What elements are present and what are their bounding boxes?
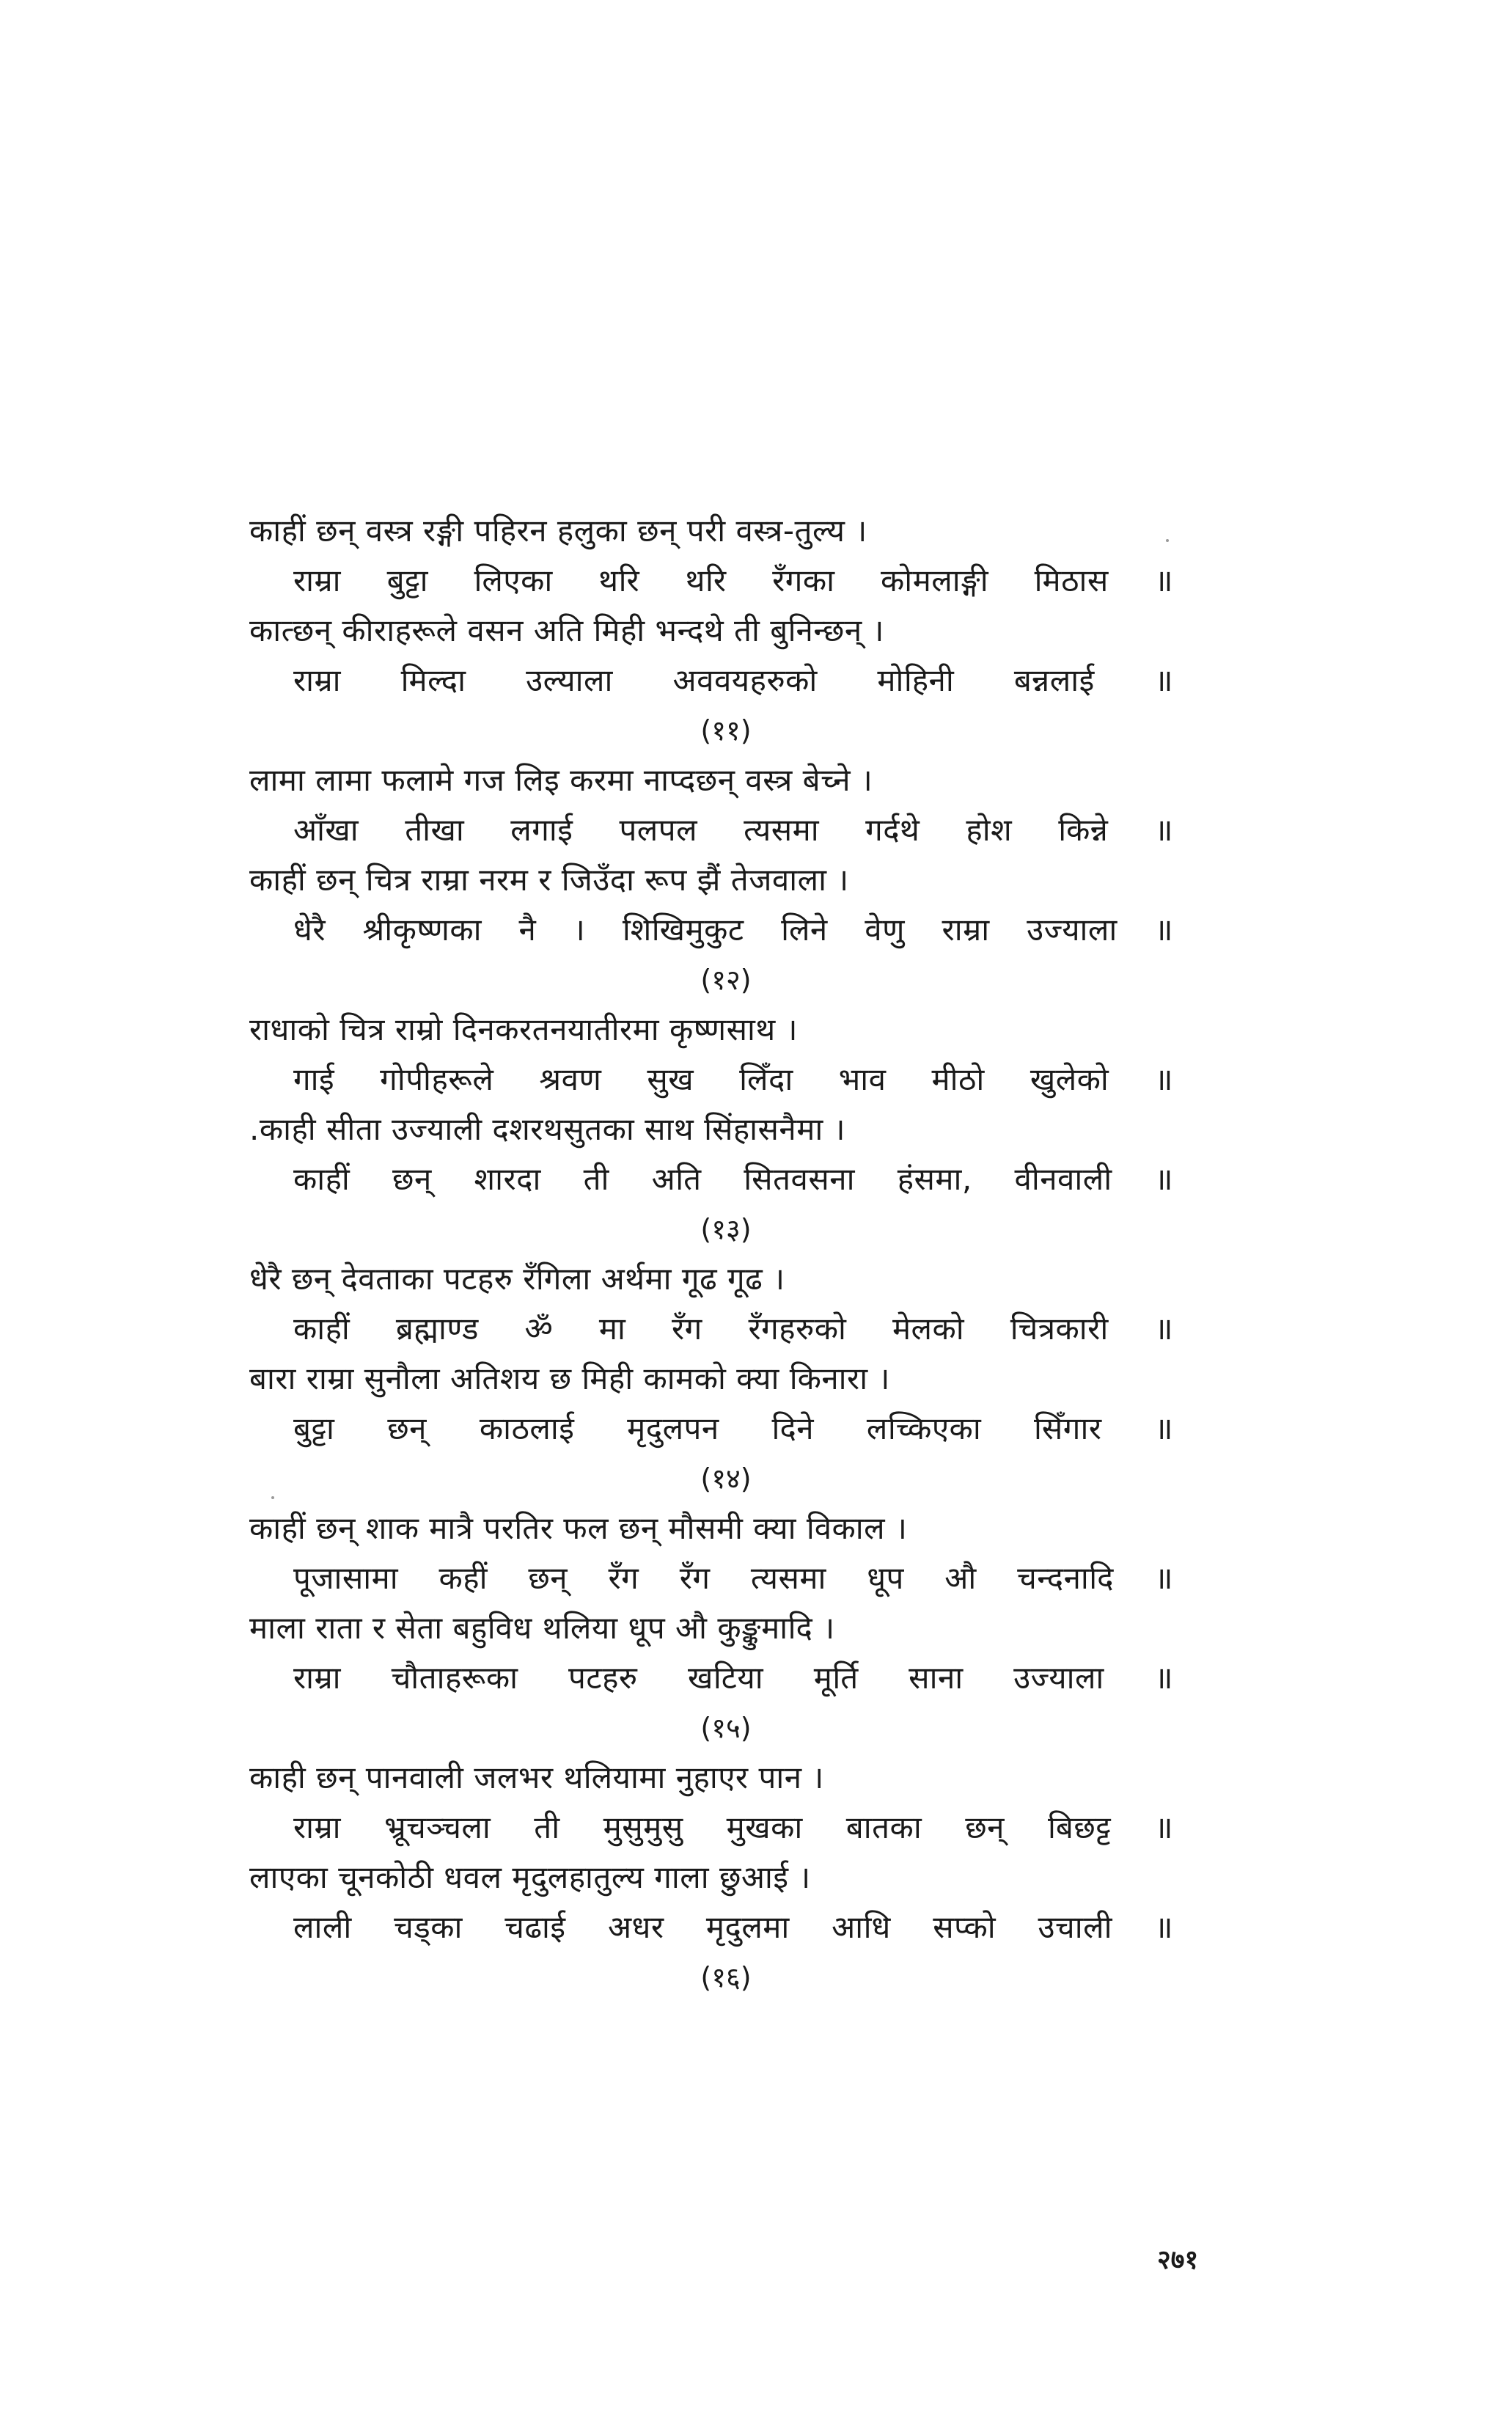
- verse-line: कात्छन् कीराहरूले वसन अति मिही भन्दथे ती बुनिन्छन् ।: [249, 612, 884, 648]
- verse-line: काहीं छन् चित्र राम्रा नरम र जिउँदा रूप झैं तेजवाला ।: [249, 862, 849, 898]
- stanza: [249, 1504, 1173, 1753]
- stanza-number: (११): [700, 714, 752, 747]
- verse-line: राम्रा बुट्टा लिएका थरि थरि रँगका कोमलाङ्गी मिठास ॥: [293, 563, 1173, 598]
- stanza: [249, 755, 1173, 1005]
- stanza-number: (१४): [700, 1462, 752, 1495]
- verse-line: माला राता र सेता बहुविध थलिया धूप औ कुङ्कुमादि ।: [249, 1610, 835, 1646]
- verse-line: आँखा तीखा लगाई पलपल त्यसमा गर्दथे होश किन्ने ॥: [293, 812, 1173, 848]
- stanza: [249, 1753, 1173, 2002]
- verse-line: काहीं छन् वस्त्र रङ्गी पहिरन हलुका छन् परी वस्त्र-तुल्य ।: [249, 513, 867, 549]
- page-number: २७१: [1157, 2245, 1199, 2275]
- verse-line: लाएका चूनकोठी धवल मृदुलहातुल्य गाला छुआई ।: [249, 1859, 811, 1895]
- stanza-number: (१५): [700, 1712, 752, 1744]
- verse-line: .काही सीता उज्याली दशरथसुतका साथ सिंहासनैमा ।: [249, 1111, 846, 1147]
- verse-line: बारा राम्रा सुनौला अतिशय छ मिही कामको क्या किनारा ।: [249, 1361, 890, 1396]
- verse-line: बुट्टा छन् काठलाई मृदुलपन दिने लच्किएका सिँगार ॥: [293, 1410, 1173, 1446]
- verse-line: धेरै छन् देवताका पटहरु रँगिला अर्थमा गूढ गूढ ।: [249, 1261, 785, 1297]
- stanza-number: (१६): [700, 1961, 752, 1993]
- verse-line: लामा लामा फलामे गज लिइ करमा नाप्दछन् वस्त्र बेच्ने ।: [249, 762, 873, 798]
- verse-line: राम्रा भ्रूचञ्चला ती मुसुमुसु मुखका बातका छन् बिछट्ट ॥: [293, 1809, 1173, 1845]
- verse-line: काहीं छन् शारदा ती अति सितवसना हंसमा, वीनवाली ॥: [293, 1161, 1173, 1197]
- verse-line: धेरै श्रीकृष्णका नै । शिखिमुकुट लिने वेणु राम्रा उज्याला ॥: [293, 912, 1173, 948]
- verse-line: काहीं छन् शाक मात्रै परतिर फल छन् मौसमी क्या विकाल ।: [249, 1510, 908, 1546]
- stanza: [249, 1254, 1173, 1504]
- stanza: [249, 1005, 1173, 1254]
- verse-line: लाली चड्का चढाई अधर मृदुलमा आधि सप्को उचाली ॥: [293, 1909, 1173, 1945]
- verse-line: पूजासामा कहीं छन् रँग रँग त्यसमा धूप औ चन्दनादि ॥: [293, 1560, 1173, 1596]
- stanza-number: (१२): [700, 964, 752, 996]
- verse-line: राम्रा चौताहरूका पटहरु खटिया मूर्ति साना उज्याला ॥: [293, 1660, 1173, 1696]
- verse-line: राधाको चित्र राम्रो दिनकरतनयातीरमा कृष्णसाथ ।: [249, 1011, 799, 1047]
- verse-line: राम्रा मिल्दा उल्याला अववयहरुको मोहिनी बन्नलाई ॥: [293, 662, 1173, 698]
- verse-line: काही छन् पानवाली जलभर थलियामा नुहाएर पान ।: [249, 1760, 824, 1795]
- stanza-number: (१३): [700, 1213, 752, 1245]
- scan-speck: [271, 1496, 274, 1499]
- scan-speck: [1166, 539, 1169, 542]
- verse-line: काहीं ब्रह्माण्ड ॐ मा रँग रँगहरुको मेलको चित्रकारी ॥: [293, 1311, 1173, 1347]
- verse-line: गाई गोपीहरूले श्रवण सुख लिँदा भाव मीठो खुलेको ॥: [293, 1061, 1173, 1097]
- poem-body: [249, 506, 1173, 2002]
- stanza: [249, 506, 1173, 755]
